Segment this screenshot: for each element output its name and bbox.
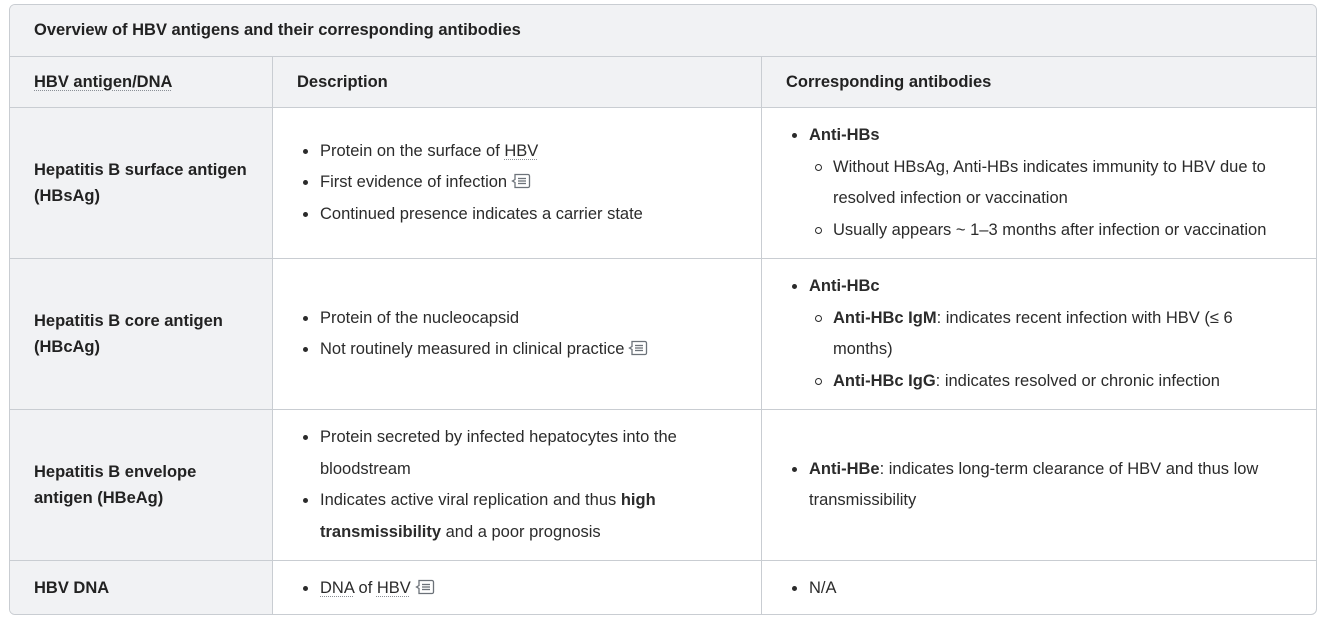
description-cell [273,561,762,615]
dna-link[interactable]: DNA [320,578,354,597]
list-item: Protein secreted by infected hepatocytes into the bloodstream [297,422,739,485]
hbv-table [9,4,1317,615]
header-antibodies [762,57,1316,107]
header-antibodies-label: Corresponding antibodies [786,72,992,91]
hbv-link[interactable]: HBV [376,578,411,597]
antigen-abbrev: (HBsAg) [34,187,100,205]
antigen-cell [10,561,273,615]
antigen-cell [10,108,273,258]
header-description [273,57,762,107]
list-item: Indicates active viral replication and thus high transmissibility and a poor prognosis [297,485,739,548]
sub-list-item: Anti-HBc IgM: indicates recent infection with HBV (≤ 6 months) [809,303,1294,366]
antigen-cell [10,410,273,560]
antigen-abbrev: (HBcAg) [34,338,100,356]
table-caption: Overview of HBV antigens and their corresponding antibodies [10,5,1316,57]
description-cell [273,108,762,258]
antigen-name: Hepatitis B core antigen [34,312,223,330]
table-row [10,108,1316,259]
table-row [10,410,1316,561]
antigen-name: HBV DNA [34,579,110,597]
hbv-link[interactable]: HBV [504,141,539,160]
antigen-name: Hepatitis B surface antigen [34,161,247,179]
header-description-label: Description [297,72,388,91]
list-item: Anti-HBc Anti-HBc IgM: indicates recent infection with HBV (≤ 6 months) Anti-HBc IgG: indicates resolved or chronic infection [786,271,1294,397]
list-item: First evidence of infection [297,167,643,199]
table-body [10,57,1316,615]
table-row [10,561,1316,615]
note-icon[interactable] [511,170,531,188]
list-item: N/A [786,573,837,605]
table-row [10,259,1316,410]
sub-list-item: Usually appears ~ 1–3 months after infection or vaccination [809,215,1294,247]
description-cell [273,410,762,560]
note-icon[interactable] [628,337,648,355]
list-item: Continued presence indicates a carrier state [297,199,643,231]
antigen-cell [10,259,273,409]
list-item: Not routinely measured in clinical practice [297,334,648,366]
description-cell [273,259,762,409]
sub-list-item: Without HBsAg, Anti-HBs indicates immunity to HBV due to resolved infection or vaccination [809,152,1294,215]
sub-list-item: Anti-HBc IgG: indicates resolved or chronic infection [809,366,1294,398]
antibodies-cell [762,410,1316,560]
list-item: Anti-HBs Without HBsAg, Anti-HBs indicates immunity to HBV due to resolved infection or vaccination Usually appears ~ 1–3 months after infection or vaccination [786,120,1294,246]
table-header-row [10,57,1316,108]
antibodies-cell [762,259,1316,409]
header-antigen [10,57,273,107]
list-item: Anti-HBe: indicates long-term clearance of HBV and thus low transmissibility [786,454,1294,517]
list-item: DNA of HBV [297,573,435,605]
note-icon[interactable] [415,576,435,594]
antibodies-cell [762,108,1316,258]
list-item: Protein of the nucleocapsid [297,303,648,335]
antigen-abbrev: antigen (HBeAg) [34,489,164,507]
antibodies-cell [762,561,1316,615]
antigen-name: Hepatitis B envelope [34,463,197,481]
list-item: Protein on the surface of HBV [297,136,643,168]
header-antigen-label[interactable]: HBV antigen/DNA [34,72,173,91]
